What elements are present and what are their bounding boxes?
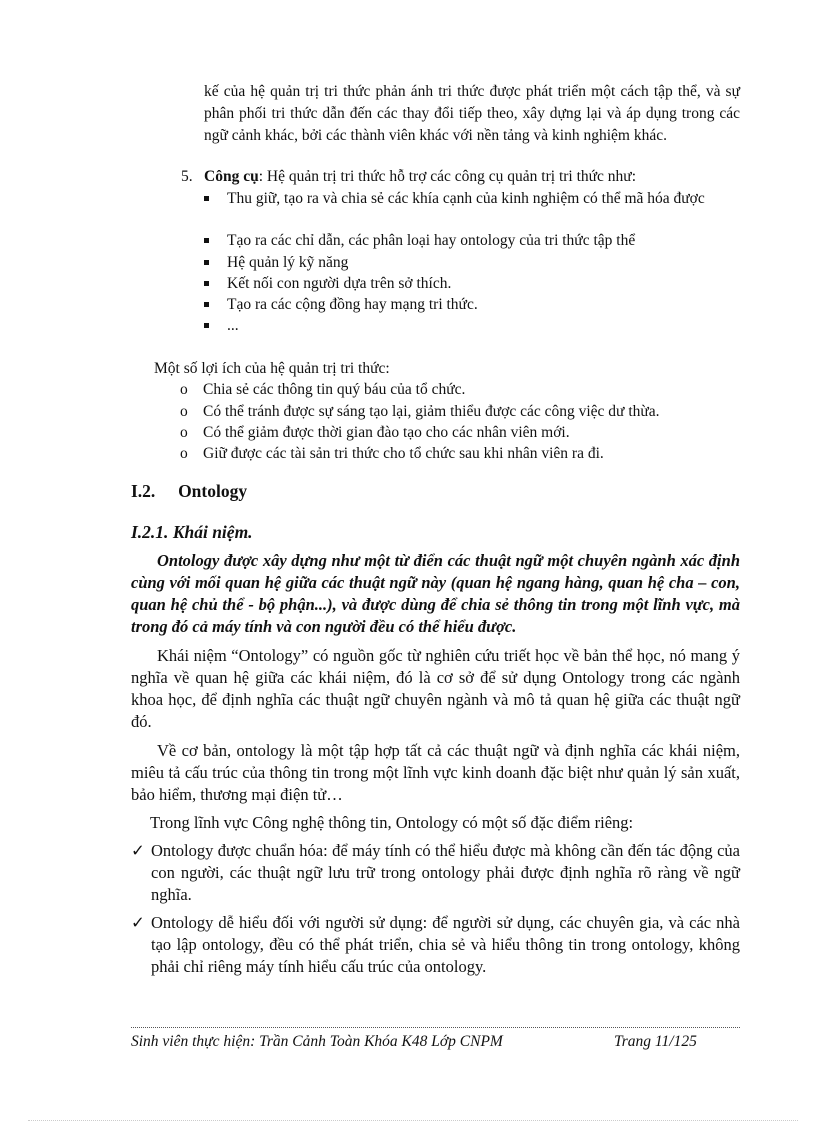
- footer-page-number: Trang 11/125: [614, 1033, 697, 1050]
- continuation-paragraph: kế của hệ quản trị tri thức phản ánh tri thức được phát triển một cách tập thể, và sự phân phối tri thức dẫn đến các thay đổi tiếp theo, xây dựng lại và áp dụng trong các ngữ cảnh khác, bởi các thành viên khác với nền tảng và kinh nghiệm khác.: [204, 83, 740, 144]
- section-number: I.2.: [131, 481, 156, 501]
- subsection-heading: [131, 522, 253, 543]
- section-title: Ontology: [178, 481, 248, 501]
- list-item-text: Có thể tránh được sự sáng tạo lại, giảm thiểu được các công việc dư thừa.: [203, 403, 660, 420]
- item-label: Công cụ: [204, 168, 259, 185]
- footer-divider: [131, 1027, 740, 1028]
- subsection-number: I.2.1.: [131, 522, 169, 542]
- square-bullet-icon: [204, 260, 209, 265]
- body-paragraph: Khái niệm “Ontology” có nguồn gốc từ nghiên cứu triết học về bản thể học, nó mang ý nghĩa về quan hệ giữa các khái niệm, đó là cơ sở để sử dụng Ontology trong các ngành khoa học, để định nghĩa các thuật ngữ chuyên ngành và mô tả quan hệ giữa các thuật ngữ đó.: [131, 646, 740, 731]
- list-item-text: Thu giữ, tạo ra và chia sẻ các khía cạnh của kinh nghiệm có thể mã hóa được: [227, 190, 705, 207]
- list-item: [131, 840, 740, 906]
- list-item: [204, 230, 741, 251]
- list-item: [204, 273, 741, 294]
- list-item-text: Giữ được các tài sản tri thức cho tổ chức sau khi nhân viên ra đi.: [203, 445, 604, 462]
- check-icon: ✓: [131, 913, 145, 932]
- list-item-text: Ontology được chuẩn hóa: để máy tính có thể hiểu được mà không cần đến tác động của con người, các thuật ngữ lưu trữ trong ontology phải được định nghĩa rõ ràng về ngữ nghĩa.: [151, 841, 740, 904]
- list-number: 5.: [181, 168, 193, 185]
- list-item-text: Hệ quản lý kỹ năng: [227, 254, 349, 271]
- circle-bullet-icon: o: [180, 424, 188, 441]
- list-item-text: Có thể giảm được thời gian đào tạo cho các nhân viên mới.: [203, 424, 570, 441]
- circle-bullet-icon: o: [180, 445, 188, 462]
- ontology-definition: Ontology được xây dựng như một từ điển các thuật ngữ một chuyên ngành xác định cùng với mối quan hệ giữa các thuật ngữ này (quan hệ ngang hàng, quan hệ cha – con, quan hệ chủ thể - bộ phận...), và được dùng để chia sẻ thông tin trong một lĩnh vực, mà trong đó cả máy tính và con người đều có thể hiểu được.: [131, 551, 740, 636]
- page-boundary: [28, 1120, 798, 1121]
- circle-bullet-icon: o: [180, 403, 188, 420]
- square-bullet-icon: [204, 281, 209, 286]
- body-paragraph: Về cơ bản, ontology là một tập hợp tất cả các thuật ngữ và định nghĩa các khái niệm, miêu tả cấu trúc của thông tin trong một lĩnh vực kinh doanh đặc biệt như quản lý sản xuất, bảo hiểm, thương mại điện tử…: [131, 741, 740, 804]
- circle-bullet-icon: o: [180, 381, 188, 398]
- benefits-intro: Một số lợi ích của hệ quản trị tri thức:: [154, 360, 390, 377]
- list-item-text: Ontology dễ hiểu đối với người sử dụng: để người sử dụng, các chuyên gia, và các nhà tạo lập ontology, đều có thể phát triển, chia sẻ và hiểu thông tin trong ontology, không phải chỉ riêng máy tính hiểu cấu trúc của ontology.: [151, 913, 740, 976]
- list-item-text: ...: [227, 317, 239, 334]
- list-item: [204, 315, 741, 336]
- section-heading: [131, 481, 247, 502]
- item-text: : Hệ quản trị tri thức hỗ trợ các công cụ quản trị tri thức như:: [258, 168, 637, 185]
- body-paragraph: Trong lĩnh vực Công nghệ thông tin, Ontology có một số đặc điểm riêng:: [150, 813, 634, 832]
- list-item: [131, 912, 740, 978]
- square-bullet-icon: [204, 302, 209, 307]
- square-bullet-icon: [204, 238, 209, 243]
- square-bullet-icon: [204, 323, 209, 328]
- list-item-text: Tạo ra các chỉ dẫn, các phân loại hay ontology của tri thức tập thể: [227, 232, 636, 249]
- footer-author: Sinh viên thực hiện: Trần Cảnh Toàn Khóa K48 Lớp CNPM: [131, 1033, 503, 1050]
- list-item: [204, 188, 741, 209]
- square-bullet-icon: [204, 196, 209, 201]
- list-item: [204, 294, 741, 315]
- list-item-text: Tạo ra các cộng đồng hay mạng tri thức.: [227, 296, 478, 313]
- check-icon: ✓: [131, 841, 145, 860]
- subsection-title: Khái niệm.: [172, 522, 253, 542]
- list-item-text: Kết nối con người dựa trên sở thích.: [227, 275, 452, 292]
- list-item: [204, 252, 741, 273]
- list-item-text: Chia sẻ các thông tin quý báu của tổ chức.: [203, 381, 466, 398]
